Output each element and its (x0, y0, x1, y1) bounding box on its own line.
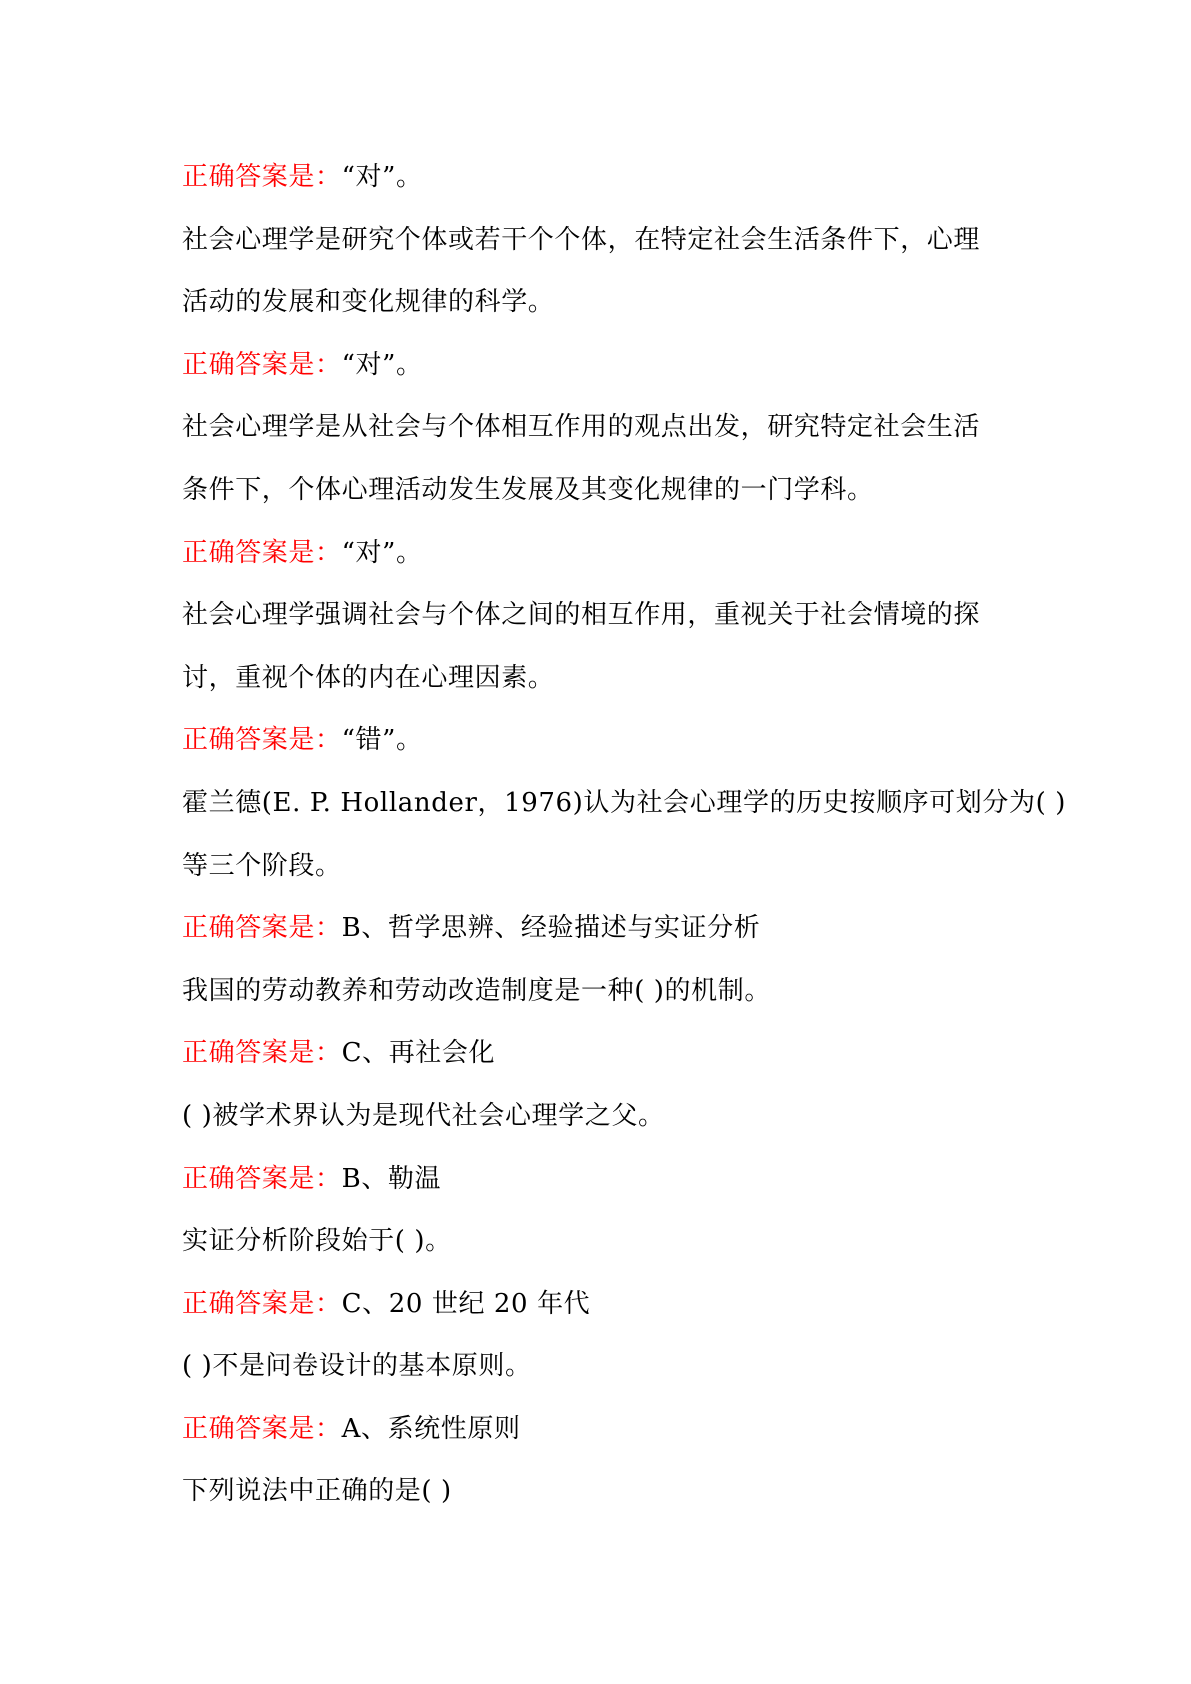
answer-line (182, 146, 1032, 209)
question-line: ( )不是问卷设计的基本原则。 (182, 1351, 532, 1382)
answer-line (182, 709, 1032, 772)
answer-value: “对”。 (341, 349, 423, 380)
answer-line (182, 897, 1032, 960)
question-line: 社会心理学是研究个体或若干个个体，在特定社会生活条件下，心理 (182, 224, 981, 255)
answer-prefix: 正确答案是： (182, 1038, 342, 1069)
answer-prefix: 正确答案是： (182, 1413, 342, 1444)
question-line: 我国的劳动教养和劳动改造制度是一种( )的机制。 (182, 975, 771, 1006)
answer-line (182, 522, 1032, 585)
answer-prefix: 正确答案是： (182, 1163, 342, 1194)
question-line: 讨，重视个体的内在心理因素。 (182, 662, 555, 693)
question-line: 等三个阶段。 (182, 850, 342, 881)
question-line: 下列说法中正确的是( ) (182, 1476, 452, 1507)
answer-prefix: 正确答案是： (182, 725, 342, 756)
question-line: 社会心理学强调社会与个体之间的相互作用，重视关于社会情境的探 (182, 600, 981, 631)
question-line: 实证分析阶段始于( )。 (182, 1226, 452, 1257)
answer-value: B、哲学思辨、经验描述与实证分析 (341, 913, 761, 944)
answer-value: C、20 世纪 20 年代 (341, 1288, 591, 1319)
answer-value: “对”。 (341, 162, 423, 192)
answer-value: C、再社会化 (341, 1038, 496, 1069)
answer-prefix: 正确答案是： (182, 537, 342, 568)
question-line: ( )被学术界认为是现代社会心理学之父。 (182, 1100, 665, 1131)
answer-line (182, 1022, 1032, 1085)
question-line: 霍兰德(E. P. Hollander，1976)认为社会心理学的历史按顺序可划分为( ) (182, 787, 1066, 818)
answer-line (182, 1148, 1032, 1211)
answer-value: B、勒温 (341, 1163, 442, 1194)
question-line: 条件下，个体心理活动发生发展及其变化规律的一门学科。 (182, 474, 874, 505)
question-line: 活动的发展和变化规律的科学。 (182, 287, 555, 318)
answer-prefix: 正确答案是： (182, 162, 342, 192)
document-body (182, 146, 1066, 1523)
answer-line (182, 1398, 1032, 1461)
answer-line (182, 334, 1032, 397)
answer-value: A、系统性原则 (341, 1413, 521, 1444)
answer-line (182, 1273, 1032, 1336)
answer-value: “对”。 (341, 537, 423, 568)
answer-value: “错”。 (341, 725, 423, 756)
answer-prefix: 正确答案是： (182, 349, 342, 380)
question-line: 社会心理学是从社会与个体相互作用的观点出发，研究特定社会生活 (182, 412, 981, 443)
answer-prefix: 正确答案是： (182, 913, 342, 944)
answer-prefix: 正确答案是： (182, 1288, 342, 1319)
